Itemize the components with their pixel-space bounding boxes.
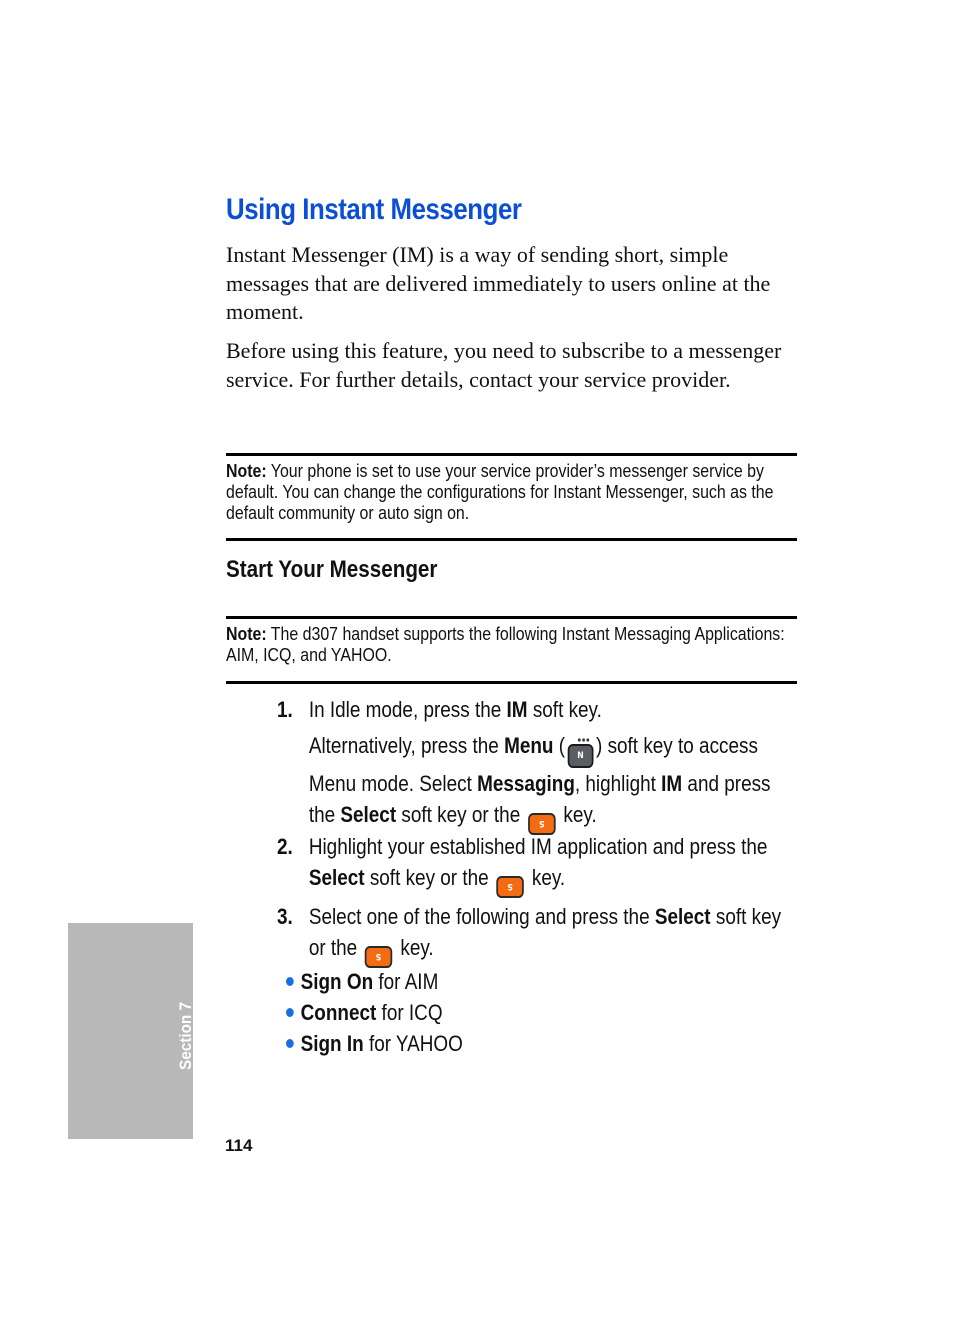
list-item: Connect for ICQ xyxy=(286,997,443,1028)
page-number: 114 xyxy=(225,1136,253,1155)
note1-bottom-rule xyxy=(226,538,797,541)
select-key-icon: S xyxy=(497,876,525,898)
step-1 xyxy=(277,694,793,835)
list-item: Sign On for AIM xyxy=(286,966,438,997)
bullet-icon xyxy=(286,1008,294,1017)
note1-text: Your phone is set to use your service provider’s messenger service by default. You can change the configurations for Instant Messenger, such as the default community or auto sign on. xyxy=(226,460,774,523)
section-tab xyxy=(68,923,193,1139)
note2-bottom-rule xyxy=(226,681,797,684)
bullet-icon xyxy=(286,1039,294,1048)
intro-paragraph-1: Instant Messenger (IM) is a way of sending short, simple messages that are delivered immediately to users online at the moment. xyxy=(226,242,771,325)
step-number: 3. xyxy=(277,904,293,929)
step-number: 2. xyxy=(277,834,293,859)
menu-key-icon: N xyxy=(568,744,594,768)
select-key-icon: S xyxy=(528,813,556,835)
note1-top-rule xyxy=(226,453,797,456)
step-1-line: In Idle mode, press the IM soft key. xyxy=(308,697,602,722)
step-3: 3. Select one of the following and press the Select soft key or the S key. xyxy=(277,901,793,968)
page-title: Using Instant Messenger xyxy=(226,193,522,226)
select-key-icon: S xyxy=(365,946,393,968)
intro-paragraph-2: Before using this feature, you need to subscribe to a messenger service. For further details, contact your service provider. xyxy=(226,338,782,392)
note2-top-rule xyxy=(226,616,797,619)
step-2: 2. Highlight your established IM application and press the Select soft key or the S key. xyxy=(277,831,793,898)
note2-text: The d307 handset supports the following Instant Messaging Applications: AIM, ICQ, and YAHOO. xyxy=(226,623,785,665)
section-tab-label: Section 7 xyxy=(176,1001,195,1070)
bullet-icon xyxy=(286,977,294,986)
list-item: Sign In for YAHOO xyxy=(286,1028,463,1059)
note1-label: Note: xyxy=(226,460,267,481)
note2-label: Note: xyxy=(226,623,267,644)
note2 xyxy=(226,623,794,665)
section-subheading: Start Your Messenger xyxy=(226,556,438,583)
note1 xyxy=(226,460,794,523)
step-number: 1. xyxy=(277,697,293,722)
step-1-alternative: Alternatively, press the Menu ( N ) soft key to access Menu mode. Select Messaging, highlight IM and press the Select soft key or the S key. xyxy=(309,730,793,835)
